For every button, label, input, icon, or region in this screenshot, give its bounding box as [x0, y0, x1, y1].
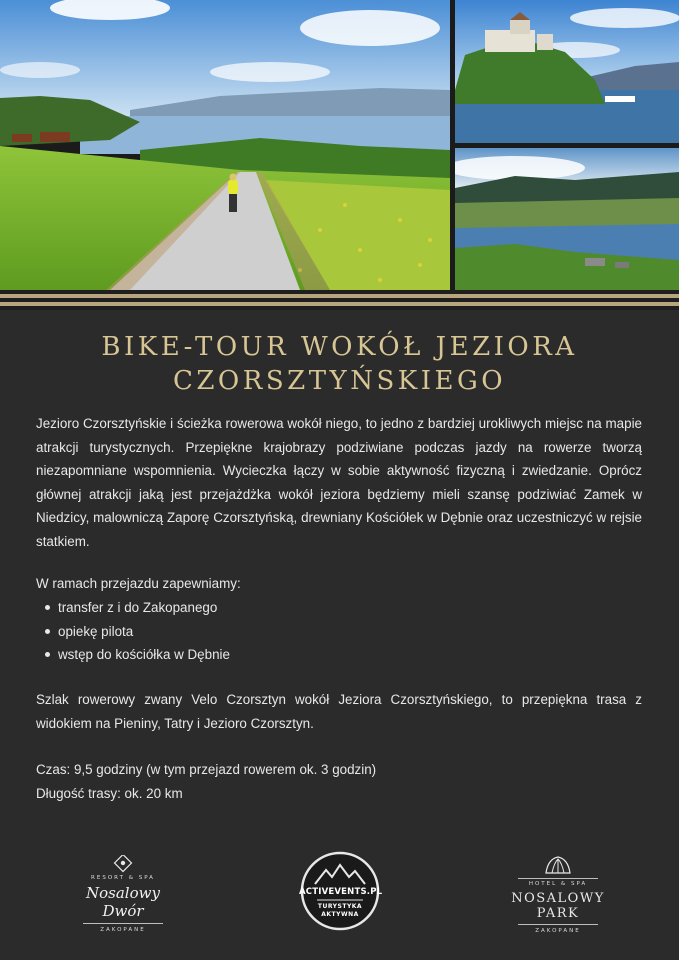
trail-paragraph: Szlak rowerowy zwany Velo Czorsztyn wokół Jeziora Czorsztyńskiego, to przepiękna trasa z widokiem na Pieniny, Tatry i Jezioro Czorsztyn.: [36, 692, 642, 731]
logo-left-divider: [83, 923, 163, 924]
list-heading: W ramach przejazdu zapewniamy:: [36, 576, 241, 591]
logo-right-top: HOTEL & SPA: [528, 881, 588, 887]
photo-collage: [0, 0, 679, 290]
logo-mid-line1: TURYSTYKA: [317, 903, 363, 910]
logo-left-name: Nosalowy Dwór: [86, 884, 160, 920]
photo-niedzica-castle: [455, 0, 679, 143]
page-title: [20, 330, 659, 398]
distance-text: Długość trasy: ok. 20 km: [36, 786, 183, 801]
decorative-stripes: [0, 290, 679, 310]
logo-activevents: [299, 850, 381, 932]
photo-czorsztyn-lake: [455, 148, 679, 290]
logo-right-divider-bottom: [518, 924, 598, 925]
flower-emblem-icon: [68, 855, 178, 873]
duration-text: Czas: 9,5 godziny (w tym przejazd rowerem ok. 3 godzin): [36, 762, 377, 777]
list-item: wstęp do kościółka w Dębnie: [44, 643, 624, 667]
logo-left-bottom: ZAKOPANE: [100, 927, 146, 933]
intro-paragraph: Jezioro Czorsztyńskie i ścieżka rowerowa wokół niego, to jedno z bardziej urokliwych miejsc na mapie atrakcji turystycznych. Przepiękne krajobrazy podziwiane podczas jazdy na rowerze tworzą niezapomniane wspomnienia. Wycieczka łączy w sobie aktywność fizyczną i zwiedzanie. Oprócz głównej atrakcji jaką jest przejażdżka wokół jeziora będziemy mieli szansę podziwiać Zamek w Niedzicy, malowniczą Zaporę Czorsztyńską, drewniany Kościółek w Dębnie oraz uczestniczyć w rejsie statkiem.: [36, 416, 642, 549]
stripe-bottom: [0, 302, 679, 306]
shell-emblem-icon: [498, 855, 618, 875]
logo-mid-name: ACTIVEVENTS.PL: [299, 887, 383, 897]
included-list: [44, 596, 624, 667]
list-item: transfer z i do Zakopanego: [44, 596, 624, 620]
logo-right-name: NOSALOWY PARK: [511, 891, 605, 921]
title-line-2: CZORSZTYŃSKIEGO: [172, 366, 507, 396]
logo-mid-line2: AKTYWNA: [321, 911, 359, 918]
logo-right-bottom: ZAKOPANE: [535, 928, 581, 934]
list-item: opiekę pilota: [44, 620, 624, 644]
title-line-1: BIKE-TOUR WOKÓŁ JEZIORA: [101, 332, 578, 362]
content-panel: [0, 310, 679, 960]
logo-right-divider-top: [518, 878, 598, 879]
stripe-top: [0, 294, 679, 298]
photo-cyclist-road: [0, 0, 450, 290]
logo-nosalowy-park: [498, 855, 618, 935]
logo-left-top: RESORT & SPA: [91, 875, 155, 881]
logo-nosalowy-dwor: [68, 855, 178, 935]
